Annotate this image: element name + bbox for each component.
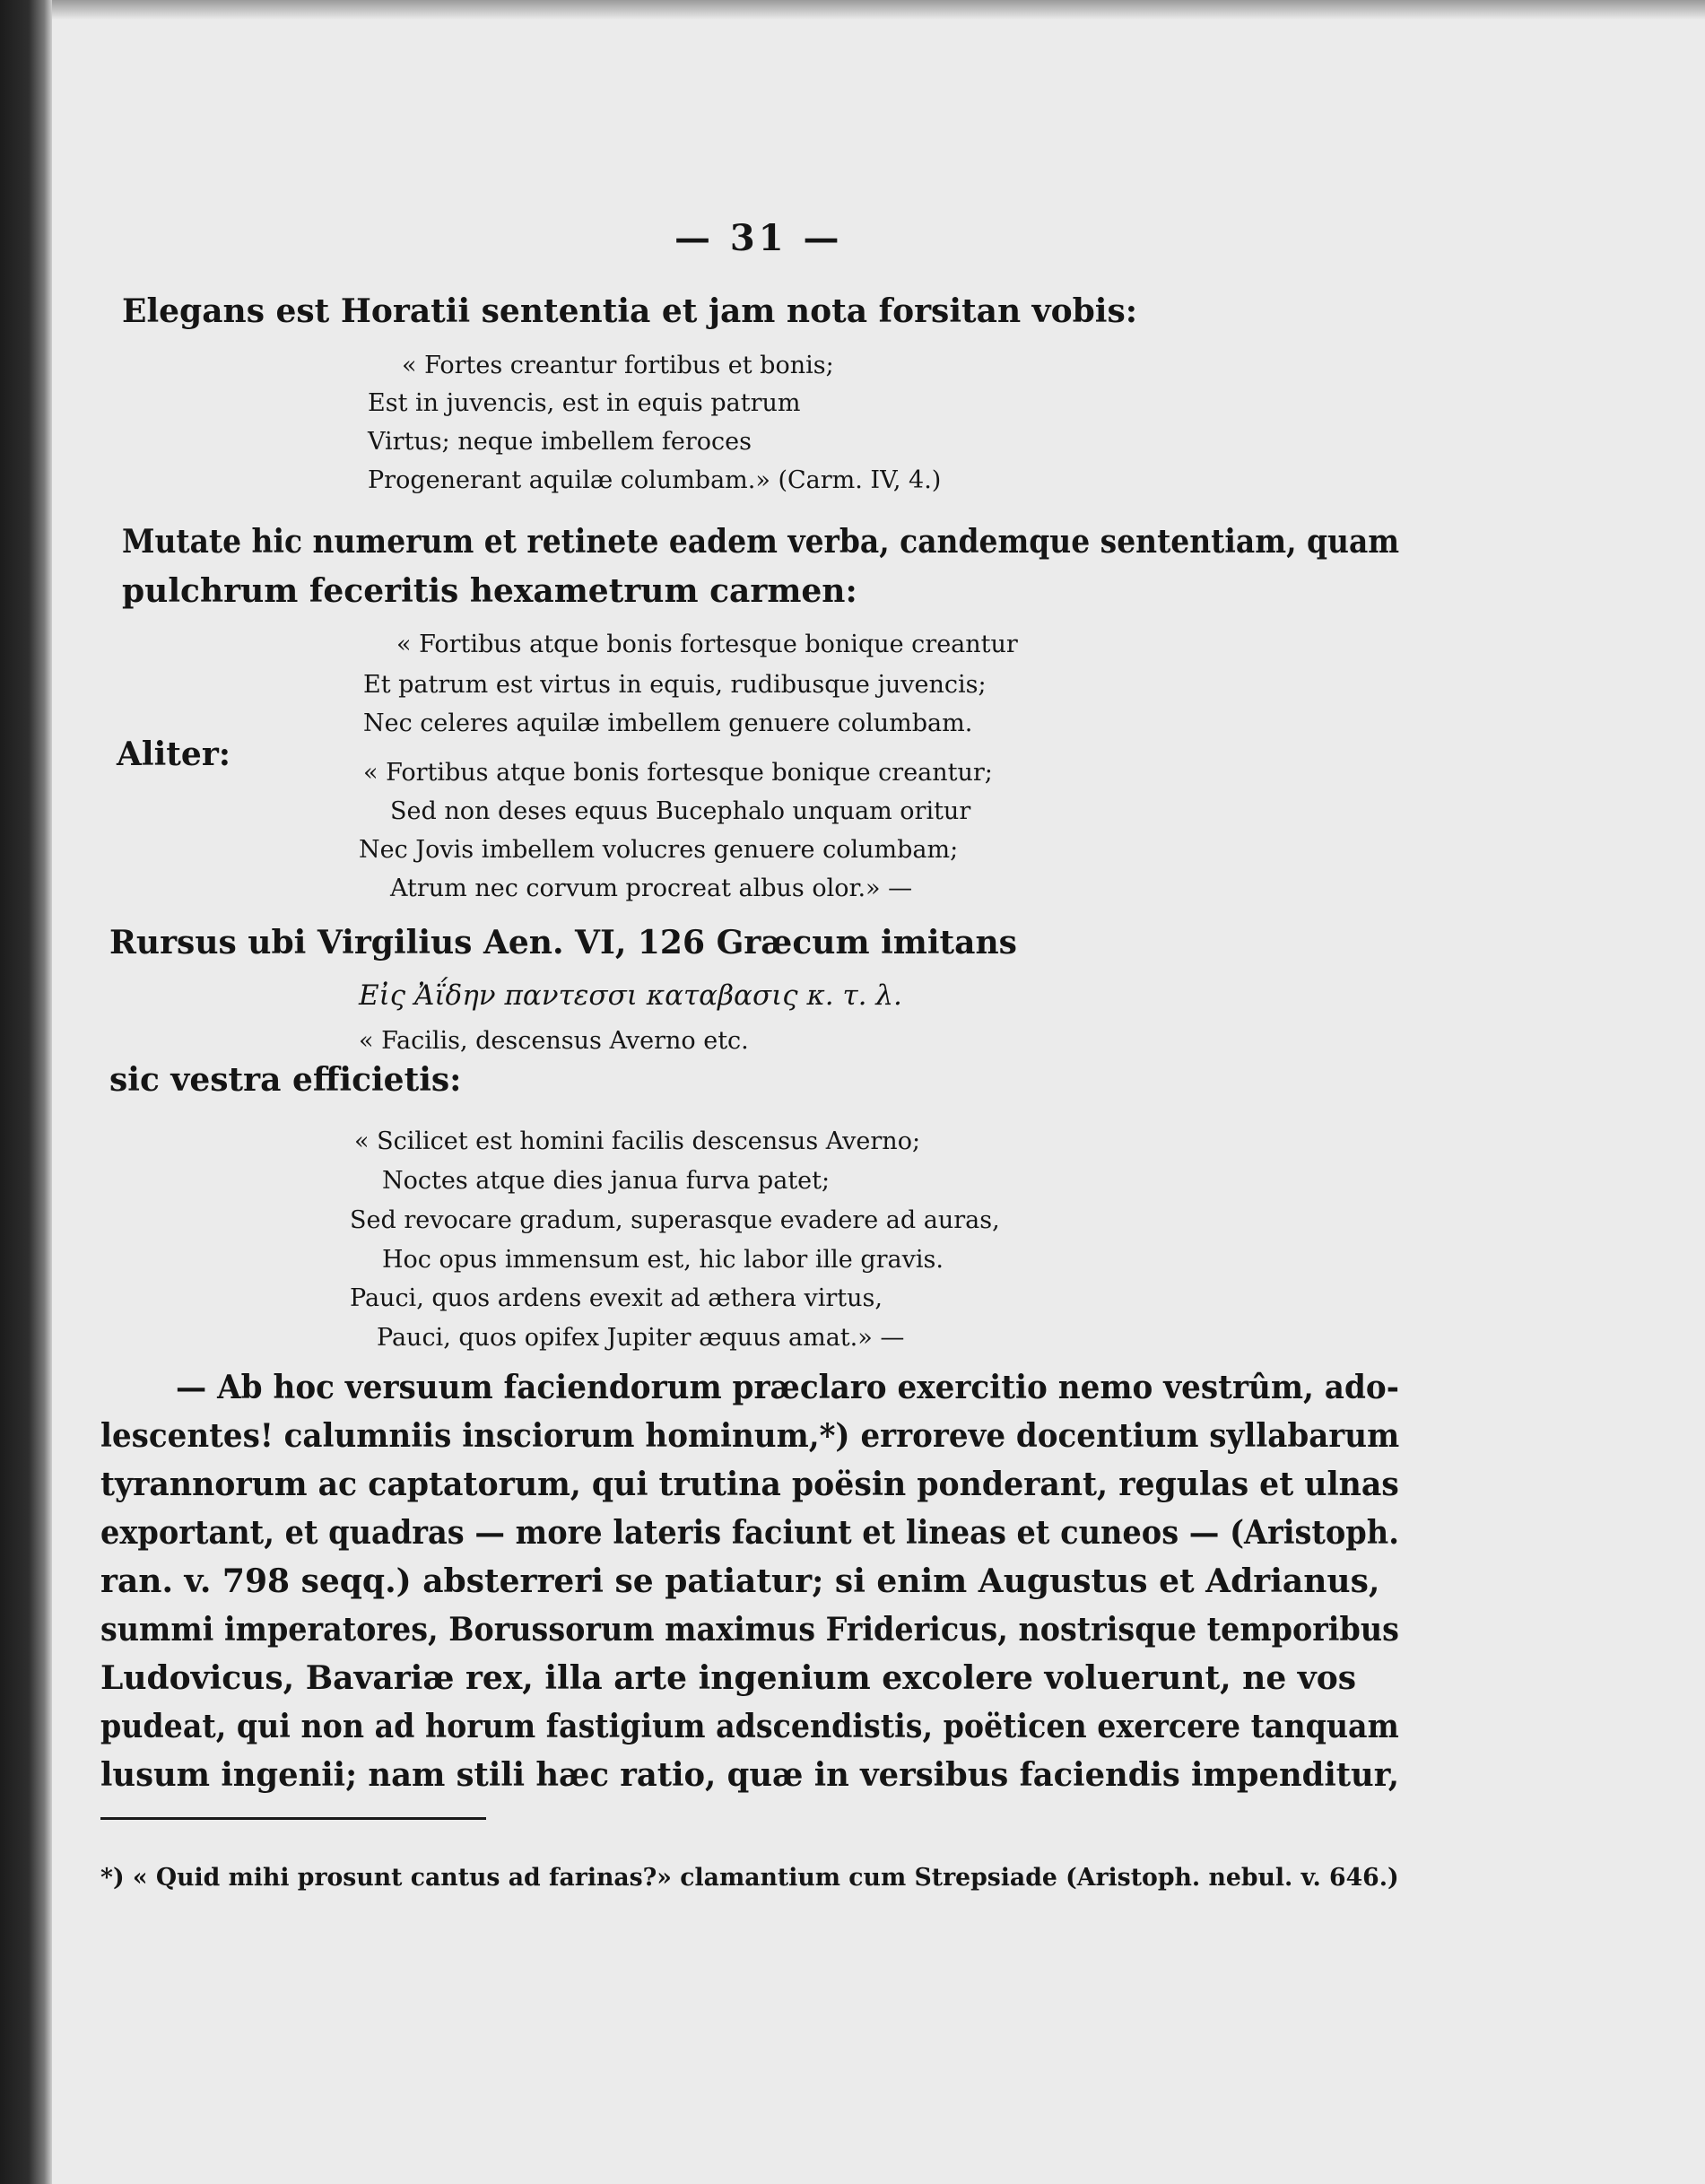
verse-line-16: Hoc opus immensum est, hic labor ille gravis. — [382, 1246, 944, 1274]
book-binding-shadow — [0, 0, 52, 2184]
footnote-rule — [100, 1817, 486, 1820]
text-line-14: lusum ingenii; nam stili hæc ratio, quæ in versibus faciendis impenditur, — [100, 1756, 1400, 1794]
verse-line-5: « Fortibus atque bonis fortesque bonique creantur — [396, 631, 1018, 658]
verse-line-15: Sed revocare gradum, superasque evadere ad auras, — [350, 1206, 1000, 1234]
verse-line-14: Noctes atque dies janua furva patet; — [382, 1167, 831, 1195]
text-line-4: Rursus ubi Virgilius Aen. VI, 126 Græcum imitans — [109, 924, 1017, 961]
verse-line-10: Nec Jovis imbellem volucres genuere columbam; — [359, 836, 959, 864]
text-line-2: Mutate hic numerum et retinete eadem verba, candemque sententiam, quam — [122, 523, 1400, 561]
text-line-3: pulchrum feceritis hexametrum carmen: — [122, 572, 857, 610]
verse-line-13: « Scilicet est homini facilis descensus Averno; — [354, 1127, 921, 1155]
verse-line-8: « Fortibus atque bonis fortesque bonique creantur; — [363, 759, 993, 787]
verse-line-3: Virtus; neque imbellem feroces — [368, 428, 752, 456]
page-top-shadow — [52, 0, 1705, 20]
verse-line-1: « Fortes creantur fortibus et bonis; — [402, 352, 834, 379]
text-line-10: ran. v. 798 seqq.) absterreri se patiatur; si enim Augustus et Adrianus, — [100, 1562, 1380, 1600]
text-line-8: tyrannorum ac captatorum, qui trutina poësin ponderant, regulas et ulnas — [100, 1466, 1399, 1503]
verse-line-6: Et patrum est virtus in equis, rudibusque juvencis; — [363, 671, 987, 699]
verse-line-18: Pauci, quos opifex Jupiter æquus amat.» — — [377, 1324, 905, 1352]
footnote: *) « Quid mihi prosunt cantus ad farinas?» clamantium cum Strepsiade (Aristoph. nebul. v. 646.) — [100, 1864, 1399, 1892]
verse-line-4: Progenerant aquilæ columbam.» (Carm. IV, 4.) — [368, 466, 942, 494]
text-line-7: lescentes! calumniis insciorum hominum,*) erroreve docentium syllabarum — [100, 1417, 1400, 1455]
verse-line-9: Sed non deses equus Bucephalo unquam oritur — [390, 797, 971, 825]
verse-line-2: Est in juvencis, est in equis patrum — [368, 389, 801, 417]
text-line-5: sic vestra efficietis: — [109, 1061, 462, 1099]
verse-line-7: Nec celeres aquilæ imbellem genuere columbam. — [363, 709, 973, 737]
text-line-9: exportant, et quadras — more lateris faciunt et lineas et cuneos — (Aristoph. — [100, 1514, 1399, 1552]
text-line-13: pudeat, qui non ad horum fastigium adscendistis, poëticen exercere tanquam — [100, 1708, 1399, 1745]
text-line-12: Ludovicus, Bavariæ rex, illa arte ingenium excolere voluerunt, ne vos — [100, 1659, 1356, 1697]
greek-quote: Εἰς Ἀΐδην παντεσσι καταβασις κ. τ. λ. — [359, 979, 902, 1012]
verse-line-17: Pauci, quos ardens evexit ad æthera virtus, — [350, 1284, 883, 1312]
text-line-11: summi imperatores, Borussorum maximus Fridericus, nostrisque temporibus — [100, 1611, 1399, 1649]
text-line-aliter: Aliter: — [117, 735, 231, 773]
verse-line-11: Atrum nec corvum procreat albus olor.» — — [390, 874, 913, 902]
verse-line-12: « Facilis, descensus Averno etc. — [359, 1027, 749, 1055]
text-line-6: — Ab hoc versuum faciendorum præclaro exercitio nemo vestrûm, ado- — [176, 1369, 1399, 1406]
text-line-1: Elegans est Horatii sententia et jam nota forsitan vobis: — [122, 292, 1137, 330]
page-number: — 31 — — [674, 217, 843, 259]
